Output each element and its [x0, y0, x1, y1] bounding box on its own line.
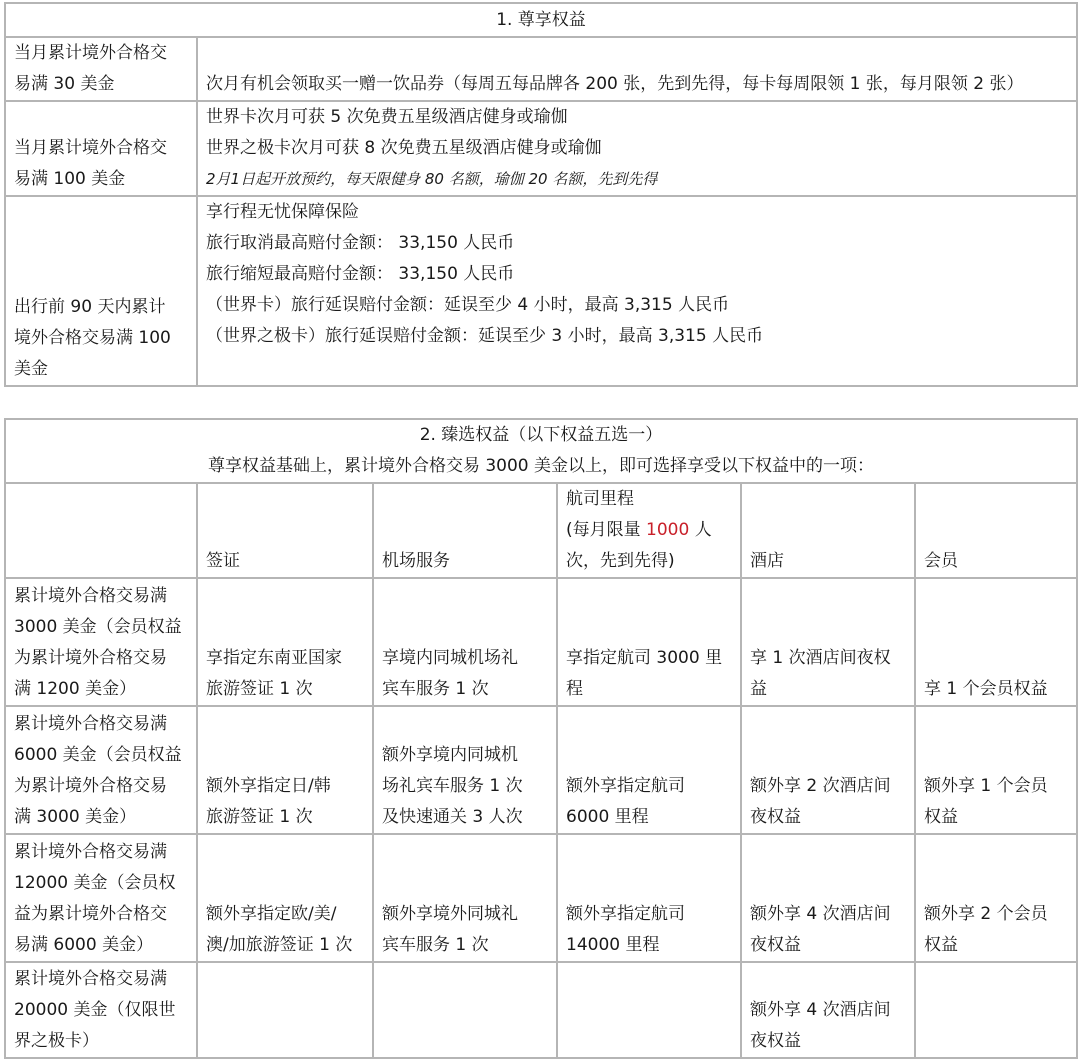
- cell-text: 享境内同城机场礼: [382, 648, 518, 668]
- benefit-text: 世界之极卡次月可获 8 次免费五星级酒店健身或瑜伽: [206, 138, 602, 158]
- member-cell: [915, 706, 1077, 834]
- airport-cell: [373, 834, 557, 962]
- section2-header: [5, 419, 1077, 483]
- benefit-text: 享行程无忧保障保险: [206, 202, 359, 222]
- member-cell: [915, 578, 1077, 706]
- condition-text: 易满 6000 美金）: [14, 935, 154, 955]
- condition-text: 为累计境外合格交易: [14, 648, 167, 668]
- visa-cell: [197, 706, 373, 834]
- cell-text: 6000 里程: [566, 807, 649, 827]
- condition-text: 满 3000 美金）: [14, 807, 137, 827]
- visa-cell: [197, 962, 373, 1058]
- condition-text: 美金: [14, 359, 48, 379]
- miles-limit-line2: 次，先到先得): [566, 551, 675, 571]
- condition-text: 累计境外合格交易满: [14, 969, 167, 989]
- section2-title: 2. 臻选权益（以下权益五选一）: [419, 425, 663, 445]
- header-miles: [557, 483, 741, 578]
- header-airport: 机场服务: [373, 483, 557, 578]
- header-hotel: 酒店: [741, 483, 915, 578]
- cell-text: 享指定航司 3000 里: [566, 648, 723, 668]
- cell-text: 益: [750, 679, 767, 699]
- table-row: [5, 196, 1077, 386]
- reservation-note: 2月1日起开放预约，每天限健身 80 名额，瑜伽 20 名额，先到先得: [206, 170, 658, 188]
- condition-cell: [5, 196, 197, 386]
- condition-text: 20000 美金（仅限世: [14, 1000, 176, 1020]
- miles-cell: [557, 834, 741, 962]
- exclusive-benefits-table: [4, 2, 1078, 387]
- hotel-cell: [741, 706, 915, 834]
- cell-text: 额外享 2 次酒店间: [750, 776, 891, 796]
- section2-subtitle: 尊享权益基础上，累计境外合格交易 3000 美金以上，即可选择享受以下权益中的一项：: [207, 456, 875, 476]
- member-cell: [915, 834, 1077, 962]
- cell-text: 额外享境外同城礼: [382, 904, 518, 924]
- benefit-text: 旅行缩短最高赔付金额： 33,150 人民币: [206, 264, 515, 284]
- condition-text: 当月累计境外合格交: [14, 138, 167, 158]
- table-row: [5, 834, 1077, 962]
- header-member: 会员: [915, 483, 1077, 578]
- condition-text: 满 1200 美金）: [14, 679, 137, 699]
- hotel-cell: [741, 834, 915, 962]
- cell-text: 享指定东南亚国家: [206, 648, 342, 668]
- table-row: [5, 706, 1077, 834]
- condition-text: 界之极卡）: [14, 1031, 99, 1051]
- condition-text: 12000 美金（会员权: [14, 873, 176, 893]
- condition-cell: [5, 37, 197, 101]
- condition-text: 累计境外合格交易满: [14, 714, 167, 734]
- airport-cell: [373, 706, 557, 834]
- cell-text: 夜权益: [750, 1031, 801, 1051]
- cell-text: 额外享 4 次酒店间: [750, 904, 891, 924]
- cell-text: 旅游签证 1 次: [206, 679, 313, 699]
- condition-text: 为累计境外合格交易: [14, 776, 167, 796]
- cell-text: 旅游签证 1 次: [206, 807, 313, 827]
- condition-text: 境外合格交易满 100: [14, 328, 171, 348]
- benefit-text: 世界卡次月可获 5 次免费五星级酒店健身或瑜伽: [206, 107, 568, 127]
- benefit-cell: [197, 196, 1077, 386]
- condition-text: 易满 30 美金: [14, 74, 115, 94]
- cell-text: 14000 里程: [566, 935, 660, 955]
- header-visa: 签证: [197, 483, 373, 578]
- miles-limit-post: 人: [689, 520, 712, 540]
- cell-text: 额外享指定欧/美/: [206, 904, 337, 924]
- hotel-cell: [741, 962, 915, 1058]
- condition-text: 当月累计境外合格交: [14, 43, 167, 63]
- cell-text: 额外享境内同城机: [382, 745, 518, 765]
- table-row: [5, 37, 1077, 101]
- cell-text: 额外享 4 次酒店间: [750, 1000, 891, 1020]
- hotel-cell: [741, 578, 915, 706]
- benefit-cell: [197, 101, 1077, 196]
- cell-text: 额外享指定航司: [566, 776, 685, 796]
- cell-text: 夜权益: [750, 935, 801, 955]
- cell-text: 澳/加旅游签证 1 次: [206, 935, 353, 955]
- benefit-text: （世界卡）旅行延误赔付金额：延误至少 4 小时，最高 3,315 人民币: [206, 295, 730, 315]
- table-row: [5, 962, 1077, 1058]
- benefit-text: 次月有机会领取买一赠一饮品券（每周五每品牌各 200 张，先到先得，每卡每周限领 1 张，每月限领 2 张）: [206, 74, 1024, 94]
- condition-text: 累计境外合格交易满: [14, 842, 167, 862]
- cell-text: 额外享指定日/韩: [206, 776, 331, 796]
- condition-cell: [5, 962, 197, 1058]
- miles-cell: [557, 962, 741, 1058]
- condition-text: 出行前 90 天内累计: [14, 297, 166, 317]
- select-benefits-table: [4, 418, 1078, 1059]
- miles-limit-pre: (每月限量: [566, 520, 647, 540]
- cell-text: 宾车服务 1 次: [382, 935, 489, 955]
- miles-limit-count: 1000: [646, 520, 690, 540]
- visa-cell: [197, 834, 373, 962]
- condition-cell: [5, 578, 197, 706]
- airport-cell: [373, 578, 557, 706]
- benefit-text: 旅行取消最高赔付金额： 33,150 人民币: [206, 233, 515, 253]
- cell-text: 场礼宾车服务 1 次: [382, 776, 523, 796]
- condition-text: 累计境外合格交易满: [14, 586, 167, 606]
- visa-cell: [197, 578, 373, 706]
- cell-text: 享 1 个会员权益: [924, 679, 1048, 699]
- member-cell: [915, 962, 1077, 1058]
- cell-text: 额外享 1 个会员: [924, 776, 1048, 796]
- condition-text: 6000 美金（会员权益: [14, 745, 182, 765]
- condition-cell: [5, 101, 197, 196]
- condition-cell: [5, 834, 197, 962]
- column-header-row: [5, 483, 1077, 578]
- cell-text: 程: [566, 679, 583, 699]
- condition-text: 易满 100 美金: [14, 169, 126, 189]
- section1-title: 1. 尊享权益: [5, 3, 1077, 37]
- cell-text: 享 1 次酒店间夜权: [750, 648, 891, 668]
- cell-text: 及快速通关 3 人次: [382, 807, 523, 827]
- miles-limit: [566, 515, 732, 546]
- cell-text: 宾车服务 1 次: [382, 679, 489, 699]
- header-empty: [5, 483, 197, 578]
- cell-text: 权益: [924, 935, 958, 955]
- cell-text: 权益: [924, 807, 958, 827]
- cell-text: 额外享 2 个会员: [924, 904, 1048, 924]
- miles-title: 航司里程: [566, 489, 634, 509]
- benefit-cell: [197, 37, 1077, 101]
- condition-cell: [5, 706, 197, 834]
- cell-text: 额外享指定航司: [566, 904, 685, 924]
- miles-cell: [557, 706, 741, 834]
- miles-cell: [557, 578, 741, 706]
- table-row: [5, 578, 1077, 706]
- condition-text: 益为累计境外合格交: [14, 904, 167, 924]
- airport-cell: [373, 962, 557, 1058]
- cell-text: 夜权益: [750, 807, 801, 827]
- table-row: [5, 101, 1077, 196]
- condition-text: 3000 美金（会员权益: [14, 617, 182, 637]
- benefit-text: （世界之极卡）旅行延误赔付金额：延误至少 3 小时，最高 3,315 人民币: [206, 326, 764, 346]
